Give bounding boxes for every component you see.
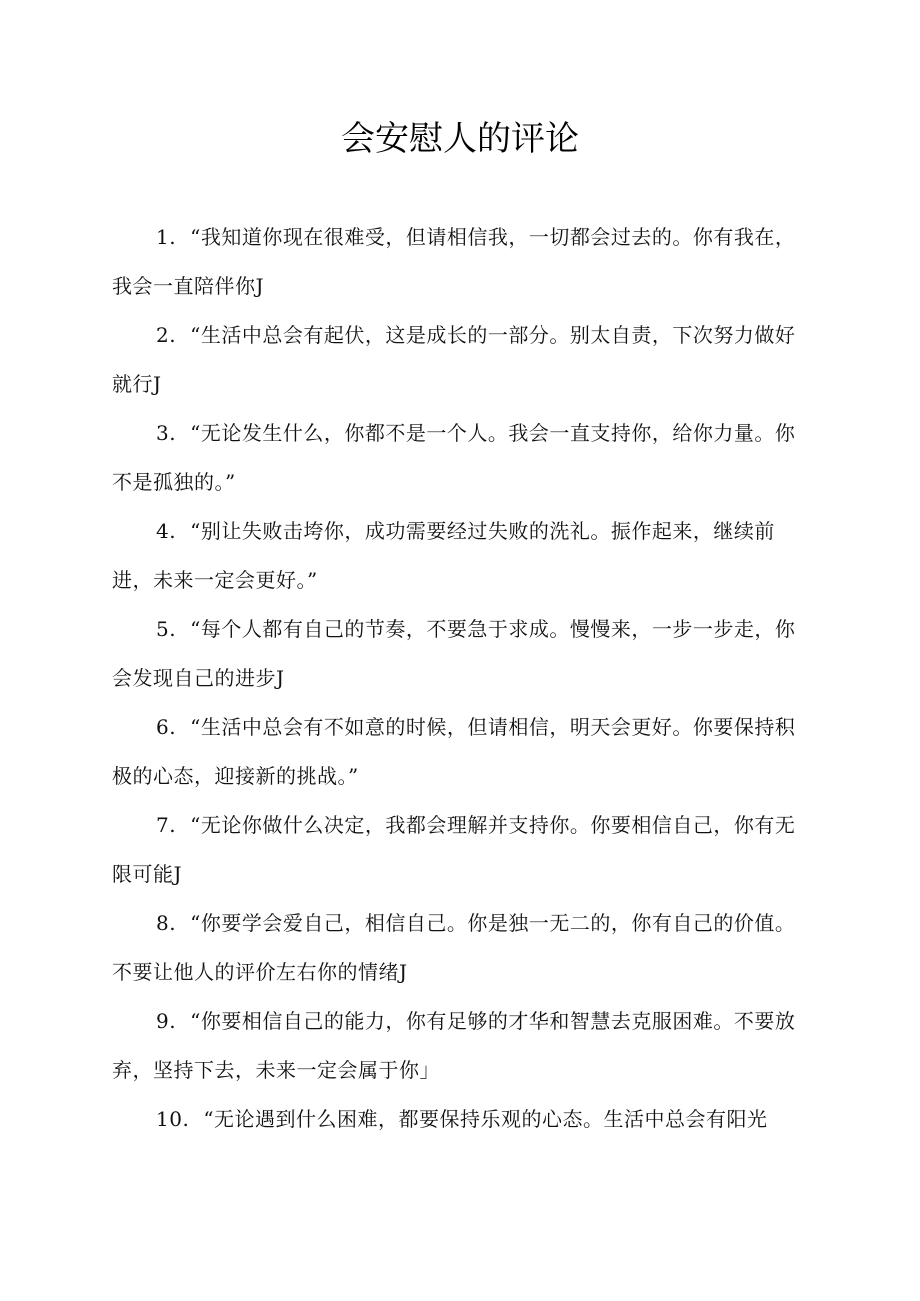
item-text: “无论你做什么决定，我都会理解并支持你。你要相信自己，你有无限可能J (112, 813, 796, 886)
item-text: “我知道你现在很难受，但请相信我，一切都会过去的。你有我在，我会一直陪伴你J (112, 225, 796, 298)
item-text: “无论遇到什么困难，都要保持乐观的心态。生活中总会有阳光 (203, 1107, 768, 1131)
item-text: “生活中总会有起伏，这是成长的一部分。别太自责，下次努力做好就行J (112, 323, 796, 396)
item-text: “你要相信自己的能力，你有足够的才华和智慧去克服困难。不要放弃，坚持下去，未来一定会属于你」 (112, 1009, 796, 1082)
comment-item-4 (112, 507, 812, 605)
item-number: 5. (156, 617, 177, 641)
item-number: 6. (156, 715, 177, 739)
comment-item-10 (112, 1095, 812, 1144)
comment-item-6 (112, 703, 812, 801)
item-text: “无论发生什么，你都不是一个人。我会一直支持你，给你力量。你不是孤独的。” (112, 421, 796, 494)
comment-item-5 (112, 605, 812, 703)
item-text: “别让失败击垮你，成功需要经过失败的洗礼。振作起来，继续前进，未来一定会更好。” (112, 519, 775, 592)
item-number: 7. (156, 813, 177, 837)
comment-list (112, 213, 812, 1144)
item-number: 9. (156, 1009, 177, 1033)
item-number: 3. (156, 421, 177, 445)
comment-item-2 (112, 311, 812, 409)
item-text: “你要学会爱自己，相信自己。你是独一无二的，你有自己的价值。不要让他人的评价左右你的情绪J (112, 911, 796, 984)
item-text: “生活中总会有不如意的时候，但请相信，明天会更好。你要保持积极的心态，迎接新的挑战。” (112, 715, 796, 788)
document-title: 会安慰人的评论 (341, 119, 579, 159)
item-text: “每个人都有自己的节奏，不要急于求成。慢慢来，一步一步走，你会发现自己的进步J (112, 617, 796, 690)
item-number: 4. (156, 519, 177, 543)
comment-item-8 (112, 899, 812, 997)
item-number: 10. (156, 1107, 190, 1131)
item-number: 8. (156, 911, 177, 935)
comment-item-9 (112, 997, 812, 1095)
comment-item-1 (112, 213, 812, 311)
comment-item-3 (112, 409, 812, 507)
item-number: 2. (156, 323, 177, 347)
item-number: 1. (156, 225, 177, 249)
comment-item-7 (112, 801, 812, 899)
